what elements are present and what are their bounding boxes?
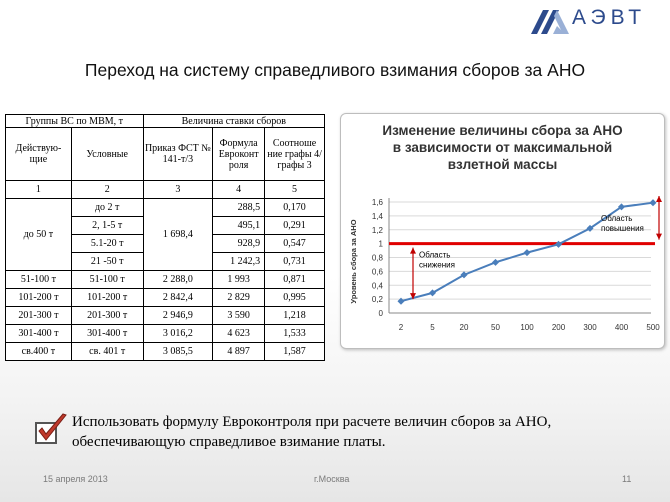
data-point: [555, 241, 562, 248]
table-row: [6, 289, 325, 307]
increase-arrow-head: [656, 234, 662, 240]
annotation-label: снижения: [419, 260, 455, 270]
x-tick-label: 200: [551, 323, 566, 332]
footer-page-number: 11: [622, 474, 632, 484]
annotation-label: Область: [601, 214, 633, 223]
cell-euro: 4 897: [213, 343, 265, 361]
decrease-arrow-head: [410, 248, 416, 254]
col-conditional: Условные: [71, 128, 143, 181]
x-tick-label: 20: [459, 323, 469, 332]
cell-ratio: 0,170: [265, 199, 325, 217]
cell-ratio: 0,547: [265, 235, 325, 253]
cell-ratio: 0,291: [265, 217, 325, 235]
x-tick-label: 100: [520, 323, 534, 332]
cell-euro: 3 590: [213, 307, 265, 325]
x-tick-label: 2: [398, 323, 404, 332]
x-tick-label: 5: [430, 323, 435, 332]
cell-conditional: 51-100 т: [71, 271, 143, 289]
annotation-label: повышения: [601, 224, 644, 233]
col-ratio: Соотноше ние графы 4/графы 3: [265, 128, 325, 181]
cell-euro: 1 993: [213, 271, 265, 289]
data-point: [492, 259, 499, 266]
y-tick-label: 0: [378, 309, 383, 318]
cell-conditional: 101-200 т: [71, 289, 143, 307]
cell-fst: 3 016,2: [143, 325, 213, 343]
col-number: 1: [6, 181, 72, 199]
increase-arrow-head: [656, 196, 662, 202]
group-header: Группы ВС по МВМ, т: [6, 115, 144, 128]
table-subheader-row: [6, 128, 325, 181]
cell-ratio: 1,533: [265, 325, 325, 343]
column-number-row: [6, 181, 325, 199]
chart-title-line: взлетной массы: [447, 157, 558, 172]
cell-conditional: до 2 т: [71, 199, 143, 217]
data-point: [523, 249, 530, 256]
cell-euro: 1 242,3: [213, 253, 265, 271]
table-row: [6, 199, 325, 217]
rates-table: [5, 114, 325, 361]
chart-title-line: в зависимости от максимальной: [392, 140, 613, 155]
y-tick-label: 0,6: [371, 267, 383, 277]
cell-ratio: 0,871: [265, 271, 325, 289]
x-tick-label: 500: [646, 323, 660, 332]
cell-euro: 2 829: [213, 289, 265, 307]
cell-conditional: св. 401 т: [71, 343, 143, 361]
slide-title: Переход на систему справедливого взимания сборов за АНО: [84, 60, 586, 80]
cell-euro: 4 623: [213, 325, 265, 343]
x-tick-label: 300: [583, 323, 597, 332]
cell-conditional: 21 -50 т: [71, 253, 143, 271]
cell-fst: 2 946,9: [143, 307, 213, 325]
chart-title-line: Изменение величины сбора за АНО: [382, 123, 623, 138]
cell-ratio: 0,731: [265, 253, 325, 271]
cell-ratio: 1,218: [265, 307, 325, 325]
cell-euro: 288,5: [213, 199, 265, 217]
y-tick-label: 1: [378, 239, 383, 249]
cell-conditional: 201-300 т: [71, 307, 143, 325]
table-row: [6, 325, 325, 343]
table-row: [6, 307, 325, 325]
footer-city: г.Москва: [314, 474, 350, 484]
table-row: [6, 271, 325, 289]
x-tick-label: 400: [614, 323, 629, 332]
cell-current: св.400 т: [6, 343, 72, 361]
chart-plot-area: [341, 114, 664, 348]
cell-ratio: 0,995: [265, 289, 325, 307]
y-tick-label: 1,4: [371, 211, 383, 221]
checkmark-box-icon: [33, 413, 69, 447]
cell-current: 201-300 т: [6, 307, 72, 325]
col-number: 3: [143, 181, 213, 199]
col-number: 2: [71, 181, 143, 199]
annotation-label: Область: [419, 250, 451, 260]
y-tick-label: 1,2: [371, 225, 383, 235]
table-row: [6, 343, 325, 361]
x-tick-label: 50: [491, 323, 500, 332]
cell-conditional: 301-400 т: [71, 325, 143, 343]
logo-text: АЭВТ: [572, 6, 647, 29]
cell-current: 301-400 т: [6, 325, 72, 343]
col-number: 5: [265, 181, 325, 199]
cell-fst: 1 698,4: [143, 199, 213, 271]
col-number: 4: [213, 181, 265, 199]
y-tick-label: 0,4: [371, 281, 383, 291]
cell-conditional: 2, 1-5 т: [71, 217, 143, 235]
col-euro: Формула Евроконт роля: [213, 128, 265, 181]
bullet-text: Использовать формулу Евроконтроля при расчете величин сборов за АНО, обеспечивающую справедливое взимание платы.: [72, 414, 552, 450]
cell-current: 101-200 т: [6, 289, 72, 307]
cell-fst: 2 842,4: [143, 289, 213, 307]
col-current: Действую-щие: [6, 128, 72, 181]
cell-conditional: 5.1-20 т: [71, 235, 143, 253]
y-axis-label: Уровень сбора за АНО: [349, 219, 358, 304]
cell-ratio: 1,587: [265, 343, 325, 361]
data-point: [649, 199, 656, 206]
cell-fst: 2 288,0: [143, 271, 213, 289]
fee-chart: [340, 113, 665, 349]
cell-fst: 3 085,5: [143, 343, 213, 361]
footer-date: 15 апреля 2013: [43, 474, 108, 484]
table-header-row: [6, 115, 325, 128]
cell-current: до 50 т: [6, 199, 72, 271]
cell-euro: 928,9: [213, 235, 265, 253]
y-tick-label: 1,6: [371, 198, 383, 207]
col-fst: Приказ ФСТ № 141-т/3: [143, 128, 213, 181]
rate-header: Величина ставки сборов: [143, 115, 324, 128]
cell-euro: 495,1: [213, 217, 265, 235]
y-tick-label: 0,2: [371, 295, 383, 305]
cell-current: 51-100 т: [6, 271, 72, 289]
y-tick-label: 0,8: [371, 253, 383, 263]
